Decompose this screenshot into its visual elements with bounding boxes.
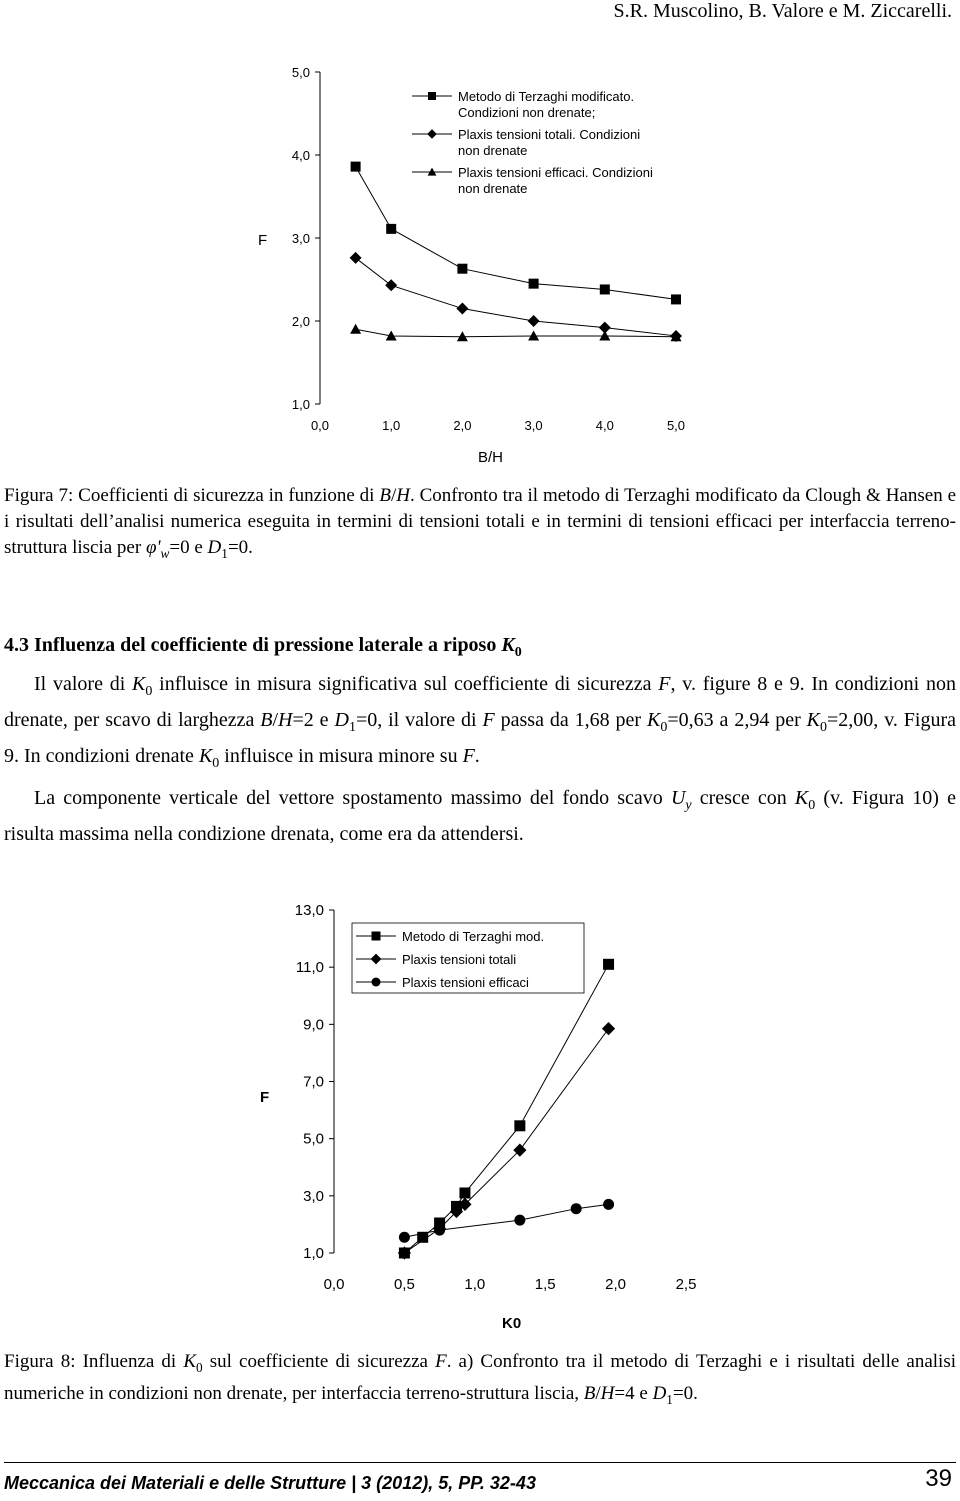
x-tick-label: 1,5 — [534, 1276, 556, 1293]
y-tick-label: 2,0 — [291, 314, 310, 329]
section-heading: 4.3 Influenza del coefficiente di pressione laterale a riposo $K_0$ — [4, 634, 522, 660]
paragraph-1: Il valore di $K_0$ influisce in misura significativa sul coefficiente di sicurezza F, v. figure 8 e 9. In condizioni non drenate, per scavo di larghezza B/H=2 e $D_1=0$, il valore di F passa da 1,68 per $K_0=0,63$ a 2,94 per $K_0=2,00$, v. Figura 9. In condizioni drenate $K_0$ influisce in misura minore su F. — [4, 673, 957, 771]
legend-label: non drenate — [458, 181, 528, 196]
axes — [292, 65, 685, 433]
data-point — [350, 324, 361, 334]
y-tick-label: 1,0 — [291, 397, 310, 412]
legend-label: Metodo di Terzaghi modificato. — [458, 89, 635, 104]
x-tick-label: 3,0 — [524, 418, 543, 433]
legend-marker — [372, 932, 381, 941]
legend-label: non drenate — [458, 143, 528, 158]
x-tick-label: 2,5 — [675, 1276, 697, 1293]
footer-rule — [4, 1462, 956, 1463]
legend-marker — [428, 92, 436, 100]
legend-marker — [372, 978, 381, 987]
x-axis-label: B/H — [478, 449, 504, 466]
data-point — [386, 224, 396, 234]
series-layer — [398, 959, 615, 1260]
data-point — [528, 330, 539, 340]
y-axis-label: F — [260, 1089, 270, 1106]
section-number: 4.3 — [4, 634, 29, 656]
y-tick-label: 7,0 — [303, 1073, 324, 1091]
legend — [352, 923, 584, 993]
y-tick-label: 1,0 — [303, 1245, 324, 1262]
caption-label: Figura 7: — [4, 485, 74, 506]
data-point — [671, 294, 681, 304]
data-point — [528, 315, 540, 327]
y-tick-label: 5,0 — [291, 65, 310, 80]
figure-8-chart — [0, 890, 960, 1340]
x-tick-label: 2,0 — [605, 1276, 627, 1293]
series-line — [356, 258, 676, 336]
data-point — [599, 330, 610, 340]
y-axis-label: F — [258, 232, 268, 249]
data-point — [459, 1187, 470, 1198]
x-tick-label: 1,0 — [382, 418, 401, 433]
legend-label: Plaxis tensioni totali — [402, 952, 517, 967]
data-point — [385, 279, 397, 291]
data-point — [600, 284, 610, 294]
legend-label: Metodo di Terzaghi mod. — [402, 929, 545, 944]
y-tick-label: 3,0 — [303, 1187, 324, 1205]
data-point — [434, 1225, 445, 1236]
x-tick-label: 0,5 — [393, 1276, 415, 1293]
legend-label: Plaxis tensioni efficaci — [402, 975, 529, 990]
data-point — [603, 959, 614, 970]
data-point — [529, 279, 539, 289]
legend-label: Plaxis tensioni totali. Condizioni — [458, 127, 641, 142]
figure-8-caption: Figura 8: Influenza di $K_0$ sul coefficiente di sicurezza F. a) Confronto tra il metodo di Terzaghi e i risultati delle analisi numeriche in condizioni non drenate, per interfaccia terreno-struttura liscia, B/H=4 e $D_1=0$. — [4, 1351, 957, 1407]
data-point — [399, 1232, 410, 1243]
data-point — [603, 1199, 614, 1210]
y-tick-label: 4,0 — [291, 148, 310, 163]
x-tick-label: 5,0 — [666, 418, 686, 433]
y-tick-label: 11,0 — [295, 959, 324, 977]
page-number: 39 — [925, 1465, 952, 1492]
legend-label: Plaxis tensioni efficaci. Condizioni — [458, 165, 653, 180]
x-tick-label: 0,0 — [310, 418, 330, 433]
y-tick-label: 3,0 — [291, 231, 310, 246]
figure-7-chart — [0, 40, 960, 480]
x-tick-label: 2,0 — [453, 418, 472, 433]
data-point — [571, 1203, 582, 1214]
journal-citation: Meccanica dei Materiali e delle Strutture | 3 (2012), 5, PP. 32-43 — [4, 1473, 536, 1493]
data-point — [351, 162, 361, 172]
running-header: S.R. Muscolino, B. Valore e M. Ziccarelli. — [613, 0, 952, 22]
x-tick-label: 0,0 — [323, 1276, 345, 1293]
legend — [412, 89, 653, 196]
x-axis-label: K0 — [502, 1315, 522, 1332]
y-tick-label: 13,0 — [294, 902, 324, 919]
paragraph-2: La componente verticale del vettore spostamento massimo del fondo scavo $U_y$ cresce con $K_0$ (v. Figura 10) e risulta massima nella condizione drenata, come era da attendersi. — [4, 787, 956, 845]
legend-label: Condizioni non drenate; — [458, 105, 596, 120]
data-point — [514, 1215, 525, 1226]
data-point — [514, 1120, 525, 1131]
data-point — [457, 264, 467, 274]
legend-marker — [427, 129, 437, 139]
x-tick-label: 4,0 — [595, 418, 614, 433]
y-tick-label: 9,0 — [303, 1016, 324, 1034]
caption-label: Figura 8: — [4, 1351, 76, 1372]
legend-marker — [371, 954, 382, 965]
data-point — [602, 1022, 615, 1035]
data-point — [350, 252, 362, 264]
x-tick-label: 1,0 — [464, 1276, 486, 1293]
data-point — [456, 303, 468, 315]
y-tick-label: 5,0 — [303, 1130, 324, 1148]
figure-7-caption: Figura 7: Coefficienti di sicurezza in funzione di B/H. Confronto tra il metodo di Terzaghi modificato da Clough & Hansen e i risultati dell’analisi numerica eseguita in termini di tensioni totali e in termini di tensioni efficaci per interfaccia terreno-struttura liscia per $\varphi'_w=0$ e $D_1=0$. — [4, 485, 957, 561]
